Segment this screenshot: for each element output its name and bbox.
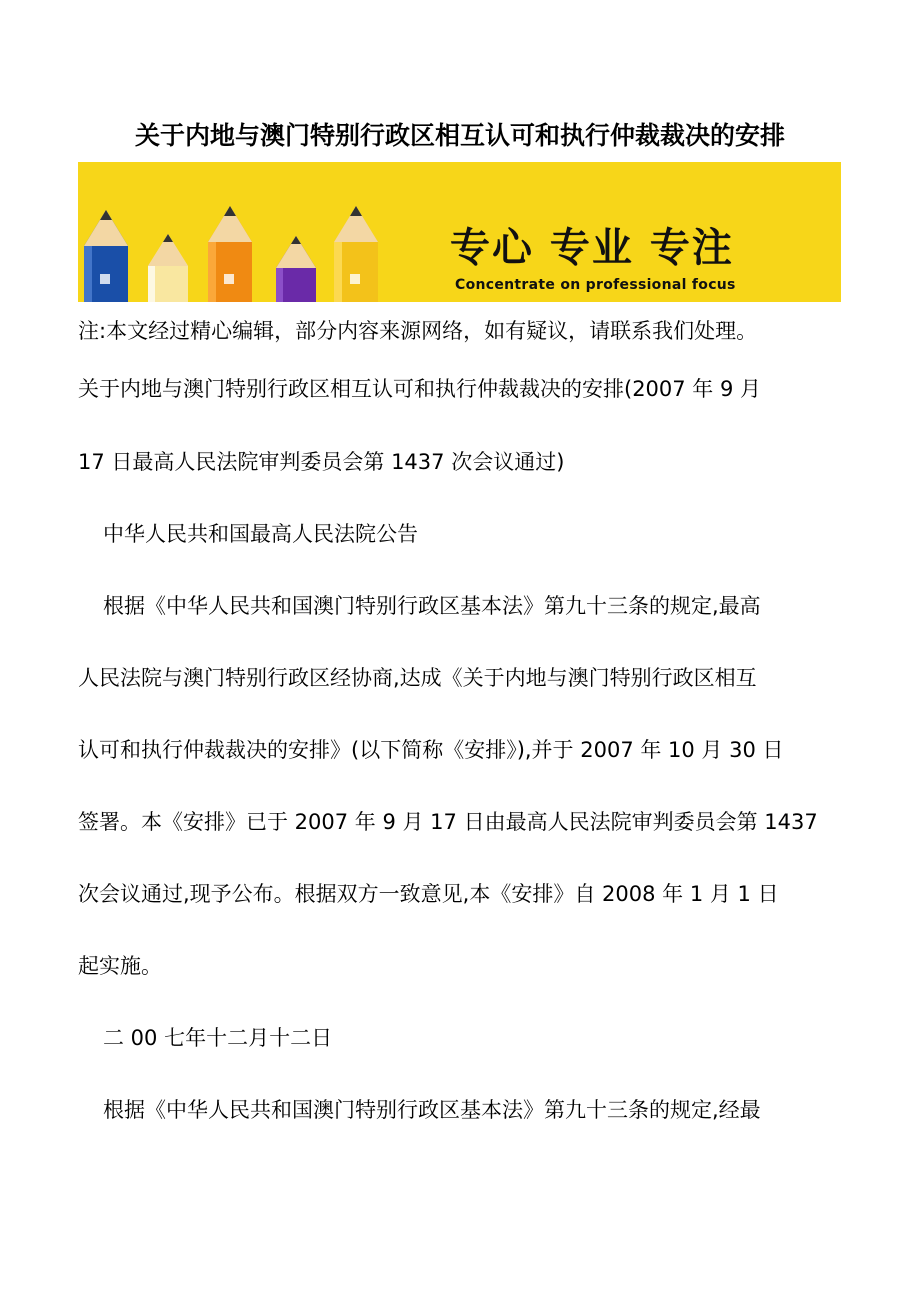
body-line: 次会议通过,现予公布。根据双方一致意见,本《安排》自 2008 年 1 月 1 日 xyxy=(78,882,779,906)
banner-slogan-english: Concentrate on professional focus xyxy=(455,277,736,293)
orange-pencil-icon xyxy=(208,206,252,302)
announcement-date: 二 00 七年十二月十二日 xyxy=(103,1026,333,1050)
blue-pencil-icon xyxy=(84,210,128,302)
body-line: 认可和执行仲裁裁决的安排》(以下简称《安排》),并于 2007 年 10 月 30 日 xyxy=(78,738,784,762)
yellow-pencil-icon xyxy=(148,234,188,302)
banner-slogan: 专心 专业 专注 xyxy=(450,225,734,271)
body-line: 关于内地与澳门特别行政区相互认可和执行仲裁裁决的安排(2007 年 9 月 xyxy=(78,377,762,401)
body-line: 起实施。 xyxy=(78,954,162,978)
editor-note: 注:本文经过精心编辑，部分内容来源网络，如有疑议，请联系我们处理。 xyxy=(78,319,758,343)
announcement-heading: 中华人民共和国最高人民法院公告 xyxy=(103,522,418,546)
body-line: 签署。本《安排》已于 2007 年 9 月 17 日由最高人民法院审判委员会第 1437 xyxy=(78,810,818,834)
body-line: 17 日最高人民法院审判委员会第 1437 次会议通过) xyxy=(78,450,565,474)
purple-pencil-icon xyxy=(276,236,316,302)
banner xyxy=(78,162,841,302)
yellow-pencil-icon-2 xyxy=(334,206,378,302)
document-title: 关于内地与澳门特别行政区相互认可和执行仲裁裁决的安排 xyxy=(134,121,785,150)
body-line: 人民法院与澳门特别行政区经协商,达成《关于内地与澳门特别行政区相互 xyxy=(78,666,757,690)
body-line: 根据《中华人民共和国澳门特别行政区基本法》第九十三条的规定,经最 xyxy=(103,1098,761,1122)
body-line: 根据《中华人民共和国澳门特别行政区基本法》第九十三条的规定,最高 xyxy=(103,594,761,618)
